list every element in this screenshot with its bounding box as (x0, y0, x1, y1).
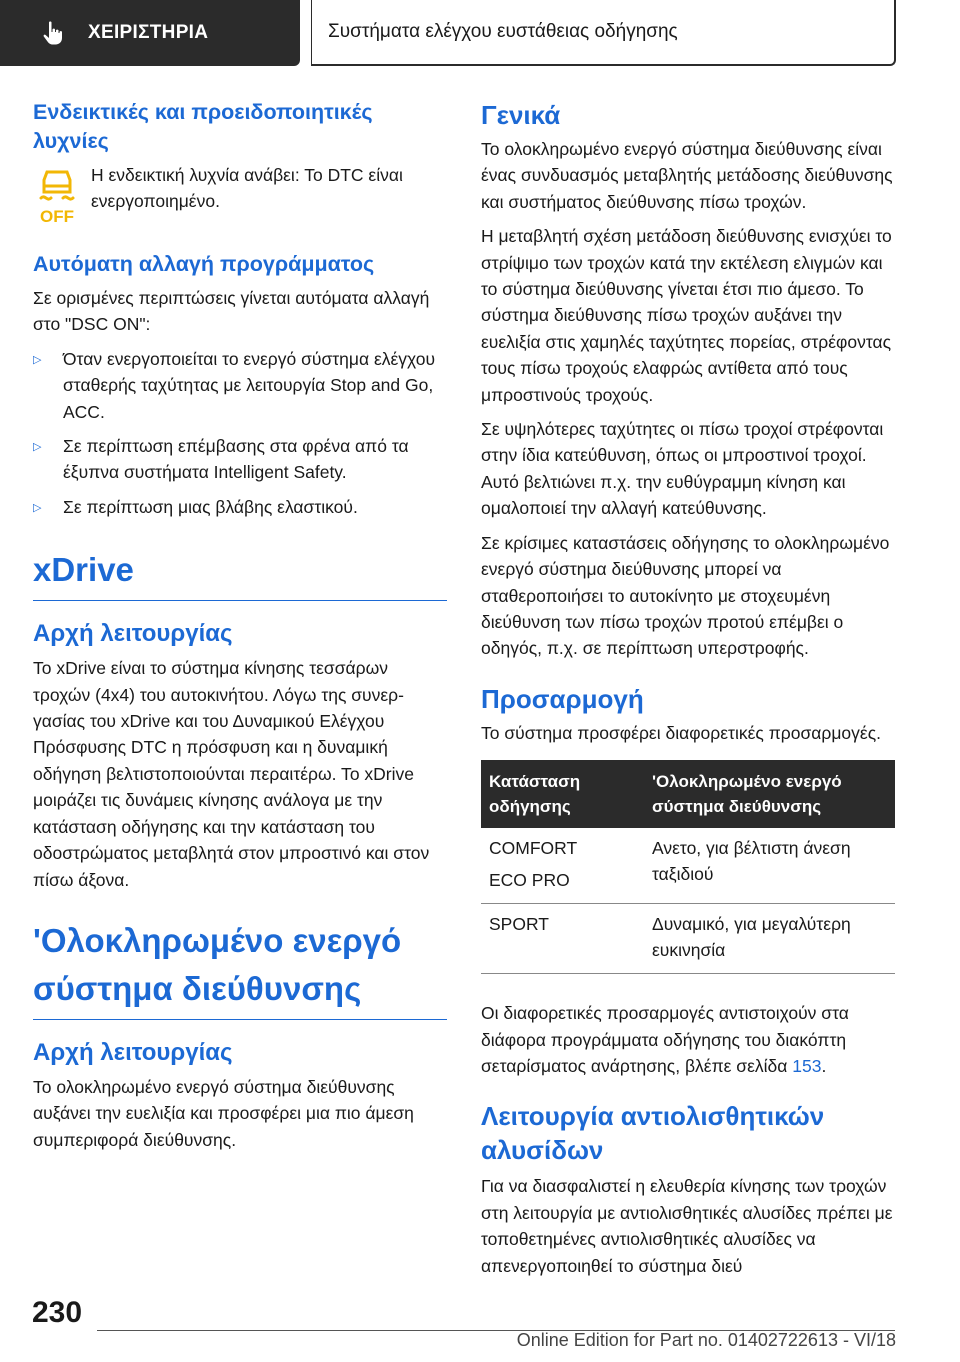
left-column (33, 98, 447, 1153)
general-paragraph-4: Σε κρίσιμες καταστάσεις οδήγησης το ολοκληρωμένο ενεργό σύστημα διεύθυνσης μπορεί να σταθεροποιήσει το αυτοκίνητο με στοχευμένη διεύθυνση των πίσω τροχών προτού επέμβει ο οδηγός, π.χ. σε περίπτωση υπερστροφής. (481, 532, 890, 659)
right-column (481, 98, 895, 1279)
auto-switch-list (33, 346, 447, 520)
chapter-tab[interactable] (311, 0, 896, 66)
page-header (0, 0, 960, 66)
bullet-triangle-icon: ▷ (33, 501, 42, 514)
general-heading: Γενικά (481, 100, 561, 130)
chapter-title: Συστήματα ελέγχου ευστάθειας οδήγησης (328, 21, 678, 42)
snow-chains-text: Για να διασφαλιστεί η ελευθερία κίνησης των τροχών στη λειτουργία με αντιολισθητικές αλυσίδες πρέπει με τοποθετημένες αντιολισθητικές αλυσίδες να απενεργοποιηθεί το σύστημα διεύ (481, 1176, 893, 1276)
table-cell-desc: Δυναμικό, για μεγαλύτερη ευκινησία (644, 904, 895, 974)
page-number: 230 (32, 1296, 83, 1329)
indicator-heading: Ενδεικτικές και προειδοποιητικές λυχνίες (33, 100, 373, 153)
section-tab[interactable] (0, 0, 300, 66)
indicator-row (33, 162, 447, 226)
table-cell-mode: SPORT (481, 904, 644, 974)
bullet-triangle-icon: ▷ (33, 353, 42, 366)
table-cell-desc: Ανετο, για βέλτιστη άνεση ταξιδιού (644, 828, 895, 904)
table-cell-mode: COMFORT ECO PRO (481, 828, 644, 904)
steering-section-title-wrap (33, 917, 447, 1020)
adaptation-table (481, 760, 895, 974)
xdrive-section-title-wrap (33, 546, 447, 601)
hand-pointer-icon (40, 20, 66, 46)
list-item: ▷ Όταν ενεργοποιείται το ενεργό σύστημα ελέγχου σταθερής ταχύτητας με λειτουργία Stop and Go, ACC. (33, 346, 447, 425)
table-row (481, 828, 895, 904)
dtc-off-warning-lamp-icon (33, 166, 81, 226)
edition-note: Online Edition for Part no. 01402722613 - VI/18 (516, 1330, 896, 1350)
bullet-triangle-icon: ▷ (33, 441, 42, 454)
page-reference-link[interactable]: 153 (792, 1055, 822, 1076)
general-paragraph-2: Η μεταβλητή σχέση μετάδοση διεύθυνσης ενισχύει το στρίψιμο των τροχών κατά την εκτέλεση ελιγμών και το σύστημα διεύθυνσης γίνεται έτσι πιο άμεσο. Το σύστημα διεύθυνσης πίσω τροχών αυξάνει την ευελιξία στις χαμηλές ταχύτητες πορείας, στρέφοντας τους πίσω τροχούς ελαφρώς αντίθετα από τους μπροστινούς τροχούς. (481, 226, 892, 405)
section-label: ΧΕΙΡΙΣΤΗΡΙΑ (88, 22, 209, 43)
after-table-paragraph: Οι διαφορετικές προσαρμογές αντιστοιχούν στα διάφορα προγράμματα οδήγησης του διακόπτη σεταρίσματος ανάρτησης, βλέπε σελίδα 153. (481, 1003, 849, 1076)
indicator-text: Η ενδεικτική λυχνία ανάβει: Το DTC είναι ενεργοποιημένο. (91, 165, 403, 212)
snow-chains-heading: Λειτουργία αντιολισθητικών αλυσίδων (481, 1101, 825, 1166)
list-item: ▷ Σε περίπτωση μιας βλάβης ελαστικού. (33, 494, 447, 520)
table-header-steering: 'Ολοκληρωμένο ενεργό σύστημα διεύθυνσης (644, 760, 895, 828)
lamp-off-label: OFF (40, 207, 74, 226)
list-item: ▷ Σε περίπτωση επέμβασης στα φρένα από τα έξυπνα συστήματα Intelligent Safety. (33, 433, 447, 486)
general-paragraph-1: Το ολοκληρωμένο ενεργό σύστημα διεύθυνσης είναι ένας συνδυασμός μεταβλητής μετάδοσης διεύθυνσης και συστήματος διεύθυνσης πίσω τροχών. (481, 139, 893, 212)
table-header-row (481, 760, 895, 828)
adaptation-text: Το σύστημα προσφέρει διαφορετικές προσαρμογές. (481, 722, 881, 743)
table-row (481, 904, 895, 974)
auto-switch-heading: Αυτόματη αλλαγή προγράμματος (33, 252, 375, 276)
xdrive-text: Το xDrive είναι το σύστημα κίνησης τεσσάρων τροχών (4x4) του αυτοκινήτου. Λόγω της συνεργασίας του xDrive και του Δυναμικού Ελέγχου Πρόσφυσης DTC η πρόσφυση και η δυναμική οδήγηση βελτιστοποιούνται περαιτέρω. Το xDrive μοιράζει τις δυνάμεις κίνησης ανάλογα με την κατάσταση οδήγησης και την κατάσταση του οδοστρώματος μεταβλητά στον μπροστινό και στον πίσω άξονα. (33, 658, 430, 890)
steering-principle-heading: Αρχή λειτουργίας (33, 1038, 233, 1066)
table-header-mode: Κατάσταση οδήγησης (481, 760, 644, 828)
xdrive-principle-heading: Αρχή λειτουργίας (33, 620, 233, 648)
adaptation-heading: Προσαρμογή (481, 683, 644, 714)
steering-text: Το ολοκληρωμένο ενεργό σύστημα διεύθυνσης αυξάνει την ευελιξία και προσφέρει μια πιο άμεση συμπεριφορά διεύθυνσης. (33, 1076, 414, 1150)
general-paragraph-3: Σε υψηλότερες ταχύτητες οι πίσω τροχοί στρέφονται στην ίδια κατεύθυνση, όπως οι μπροστινοί τροχοί. Αυτό βελτιώνει π.χ. την ευθύγραμμη κίνηση και ομαλοποιεί την αλλαγή κατεύθυνσης. (481, 419, 884, 519)
steering-title: 'Ολοκληρωμένο ενεργό σύστημα διεύθυνσης (33, 921, 402, 1007)
xdrive-title: xDrive (33, 551, 134, 589)
auto-switch-text: Σε ορισμένες περιπτώσεις γίνεται αυτόματα αλλαγή στο "DSC ON": (33, 288, 430, 335)
